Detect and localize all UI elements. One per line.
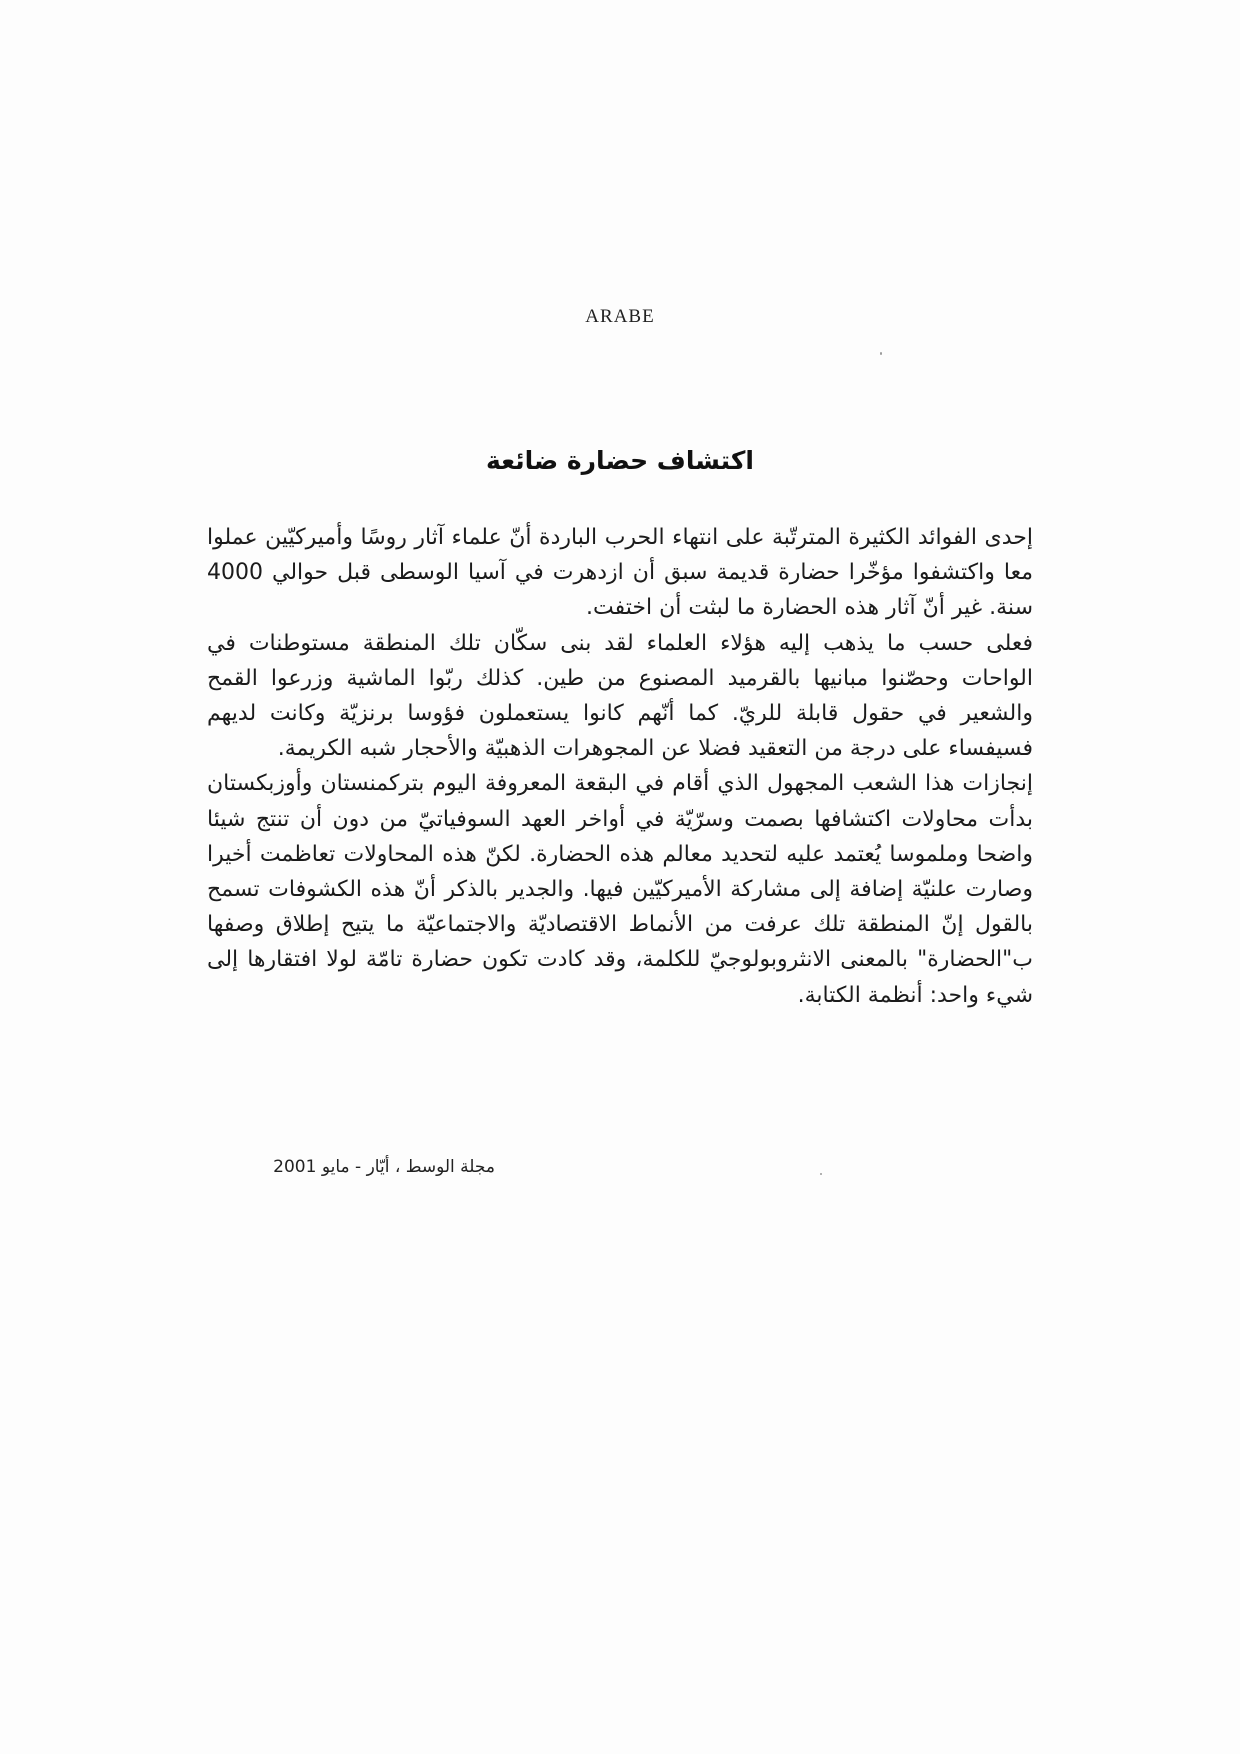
paragraph-2: فعلى حسب ما يذهب إليه هؤلاء العلماء لقد بنى سكّان تلك المنطقة مستوطنات في الواحات وحصّنوا مبانيها بالقرميد المصنوع من طين. كذلك ربّوا الماشية وزرعوا القمح والشعير في حقول قابلة للريّ. كما أنّهم كانوا يستعملون فؤوسا برنزيّة وكانت لديهم فسيفساء على درجة من التعقيد فضلا عن المجوهرات الذهبيّة والأحجار شبه الكريمة. [207,630,1033,762]
article-body [207,520,1033,1013]
scan-speck [820,1173,822,1175]
source-citation: مجلة الوسط ، أيّار - مايو 2001 [273,1157,495,1177]
article-title: اكتشاف حضارة ضائعة [486,446,754,475]
paragraph-1: إحدى الفوائد الكثيرة المترتّبة على انتهاء الحرب الباردة أنّ علماء آثار روسًا وأميركيّين عملوا معا واكتشفوا مؤخّرا حضارة قديمة سبق أن ازدهرت في آسيا الوسطى قبل حوالي 4000 سنة. غير أنّ آثار هذه الحضارة ما لبثت أن اختفت. [207,525,1033,621]
scan-speck [880,352,882,355]
language-label: ARABE [585,306,655,327]
paragraph-3: إنجازات هذا الشعب المجهول الذي أقام في البقعة المعروفة اليوم بتركمنستان وأوزبكستان بدأت محاولات اكتشافها بصمت وسرّيّة في أواخر العهد السوفياتيّ من دون أن تنتج شيئا واضحا وملموسا يُعتمد عليه لتحديد معالم هذه الحضارة. لكنّ هذه المحاولات تعاظمت أخيرا وصارت علنيّة إضافة إلى مشاركة الأميركيّين فيها. والجدير بالذكر أنّ هذه الكشوفات تسمح بالقول إنّ المنطقة تلك عرفت من الأنماط الاقتصاديّة والاجتماعيّة ما يتيح إطلاق وصفها ب"الحضارة" بالمعنى الانثروبولوجيّ للكلمة، وقد كادت تكون حضارة تامّة لولا افتقارها إلى شيء واحد: أنظمة الكتابة. [207,771,1033,1008]
